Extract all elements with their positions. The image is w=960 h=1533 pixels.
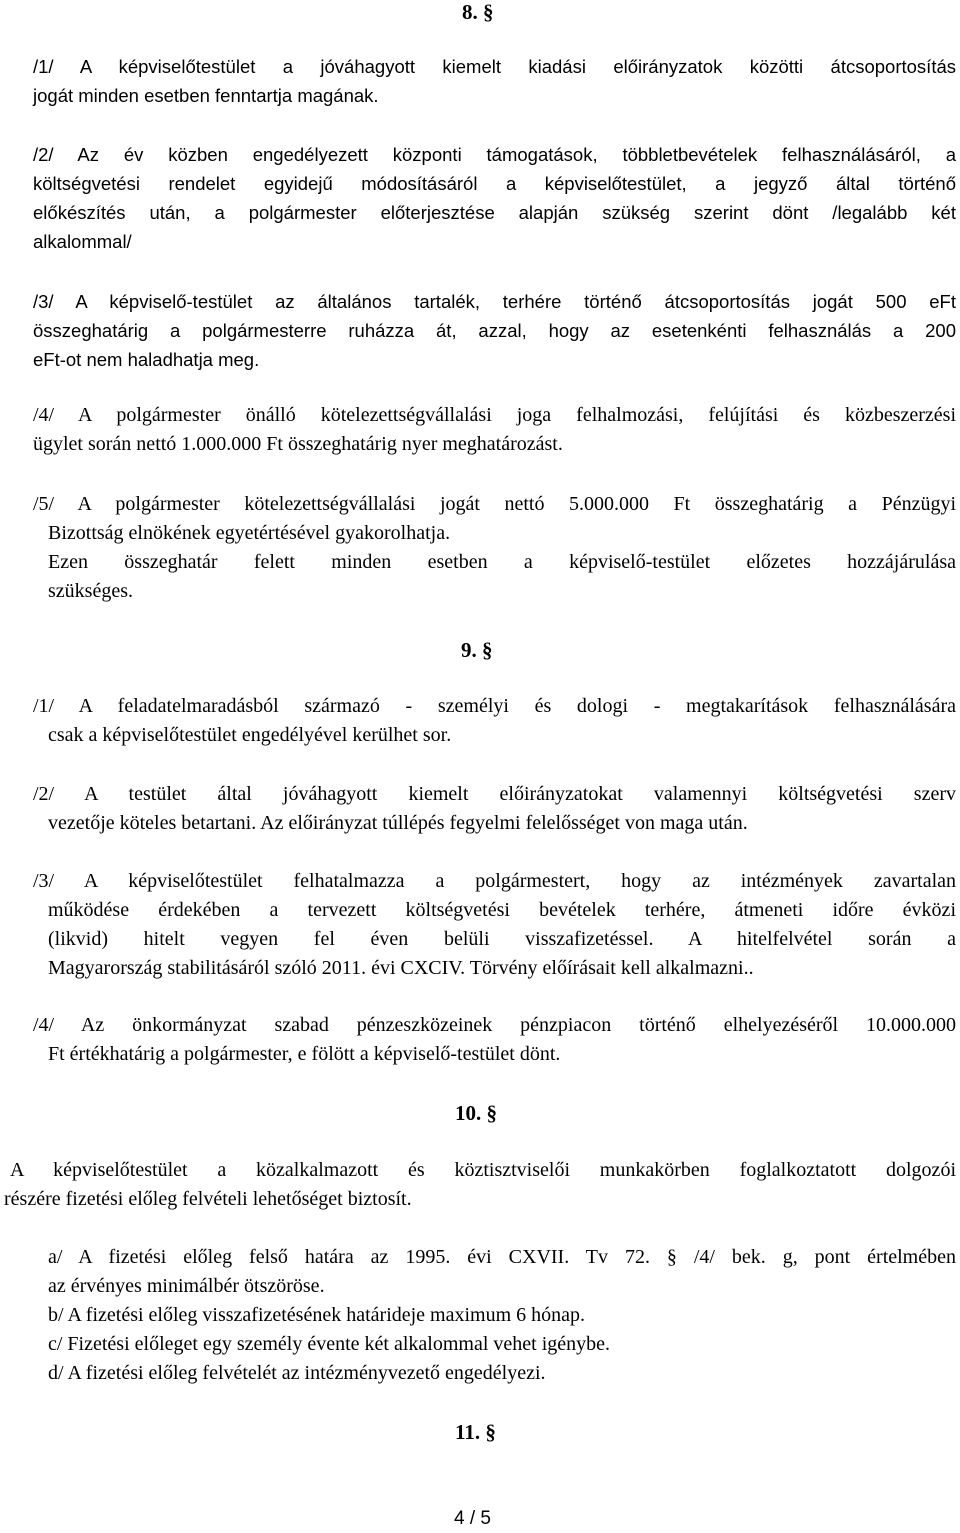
s8-p1-line-1: /1/ A képviselőtestület a jóváhagyott kiemelt kiadási előirányzatok közötti átcsoportosítás bbox=[33, 56, 956, 77]
section-9-heading: 9. § bbox=[461, 638, 493, 662]
s8-p1-line-2: jogát minden esetben fenntartja magának. bbox=[33, 85, 379, 106]
s10-list-c: c/ Fizetési előleget egy személy évente két alkalommal vehet igénybe. bbox=[48, 1333, 611, 1355]
s8-p5-line-2: Bizottság elnökének egyetértésével gyakorolhatja. bbox=[48, 522, 451, 544]
s9-p1-line-2: csak a képviselőtestület engedélyével kerülhet sor. bbox=[48, 724, 452, 746]
s8-p2-line-3: előkészítés után, a polgármester előterjesztése alapján szükség szerint dönt /legalább két bbox=[33, 202, 956, 223]
s10-list-d: d/ A fizetési előleg felvételét az intézményvezető engedélyezi. bbox=[48, 1362, 546, 1384]
s10-list-a-line-2: az érvényes minimálbér ötszöröse. bbox=[48, 1275, 325, 1297]
s8-p4-line-1: /4/ A polgármester önálló kötelezettségvállalási joga felhalmozási, felújítási és közbeszerzési bbox=[33, 404, 956, 426]
s8-p3-line-1: /3/ A képviselő-testület az általános tartalék, terhére történő átcsoportosítás jogát 500 eFt bbox=[33, 291, 956, 312]
s8-p5-line-3: Ezen összeghatár felett minden esetben a képviselő-testület előzetes hozzájárulása bbox=[48, 551, 956, 573]
s9-p3-line-3: (likvid) hitelt vegyen fel éven belüli visszafizetéssel. A hitelfelvétel során a bbox=[48, 928, 956, 950]
s8-p2-line-1: /2/ Az év közben engedélyezett központi támogatások, többletbevételek felhasználásáról, a bbox=[33, 144, 956, 165]
s9-p2-line-1: /2/ A testület által jóváhagyott kiemelt előirányzatokat valamennyi költségvetési szerv bbox=[33, 783, 956, 805]
s9-p3-line-4: Magyarország stabilitásáról szóló 2011. évi CXCIV. Törvény előírásait kell alkalmazni.. bbox=[48, 957, 754, 979]
section-8-heading: 8. § bbox=[462, 0, 494, 24]
section-11-heading: 11. § bbox=[455, 1420, 496, 1444]
s8-p4-line-2: ügylet során nettó 1.000.000 Ft összeghatárig nyer meghatározást. bbox=[33, 433, 563, 455]
s10-intro-line-1: A képviselőtestület a közalkalmazott és köztisztviselői munkakörben foglalkoztatott dolgozói bbox=[10, 1159, 956, 1181]
s10-list-a-line-1: a/ A fizetési előleg felső határa az 1995. évi CXVII. Tv 72. § /4/ bek. g, pont értelmében bbox=[48, 1246, 956, 1268]
s10-intro-line-2: részére fizetési előleg felvételi lehetőséget biztosít. bbox=[4, 1188, 412, 1210]
s9-p4-line-1: /4/ Az önkormányzat szabad pénzeszközeinek pénzpiacon történő elhelyezéséről 10.000.000 bbox=[33, 1014, 956, 1036]
s9-p3-line-1: /3/ A képviselőtestület felhatalmazza a polgármestert, hogy az intézmények zavartalan bbox=[33, 870, 956, 892]
s10-list-b: b/ A fizetési előleg visszafizetésének határideje maximum 6 hónap. bbox=[48, 1304, 586, 1326]
s8-p5-line-4: szükséges. bbox=[48, 580, 133, 602]
page-number: 4 / 5 bbox=[454, 1508, 491, 1529]
s8-p5-line-1: /5/ A polgármester kötelezettségvállalási jogát nettó 5.000.000 Ft összeghatárig a Pénzügyi bbox=[33, 493, 956, 515]
s8-p2-line-4: alkalommal/ bbox=[33, 231, 132, 252]
s8-p2-line-2: költségvetési rendelet egyidejű módosításáról a képviselőtestület, a jegyző által történő bbox=[33, 173, 956, 194]
s9-p4-line-2: Ft értékhatárig a polgármester, e fölött a képviselő-testület dönt. bbox=[48, 1043, 561, 1065]
s8-p3-line-2: összeghatárig a polgármesterre ruházza át, azzal, hogy az esetenkénti felhasználás a 200 bbox=[33, 320, 956, 341]
s9-p2-line-2: vezetője köteles betartani. Az előirányzat túllépés fegyelmi felelősséget von maga után. bbox=[48, 812, 748, 834]
s8-p3-line-3: eFt-ot nem haladhatja meg. bbox=[33, 349, 260, 370]
s9-p1-line-1: /1/ A feladatelmaradásból származó - személyi és dologi - megtakarítások felhasználására bbox=[33, 695, 956, 717]
section-10-heading: 10. § bbox=[455, 1101, 497, 1125]
s9-p3-line-2: működése érdekében a tervezett költségvetési bevételek terhére, átmeneti időre évközi bbox=[48, 899, 956, 921]
